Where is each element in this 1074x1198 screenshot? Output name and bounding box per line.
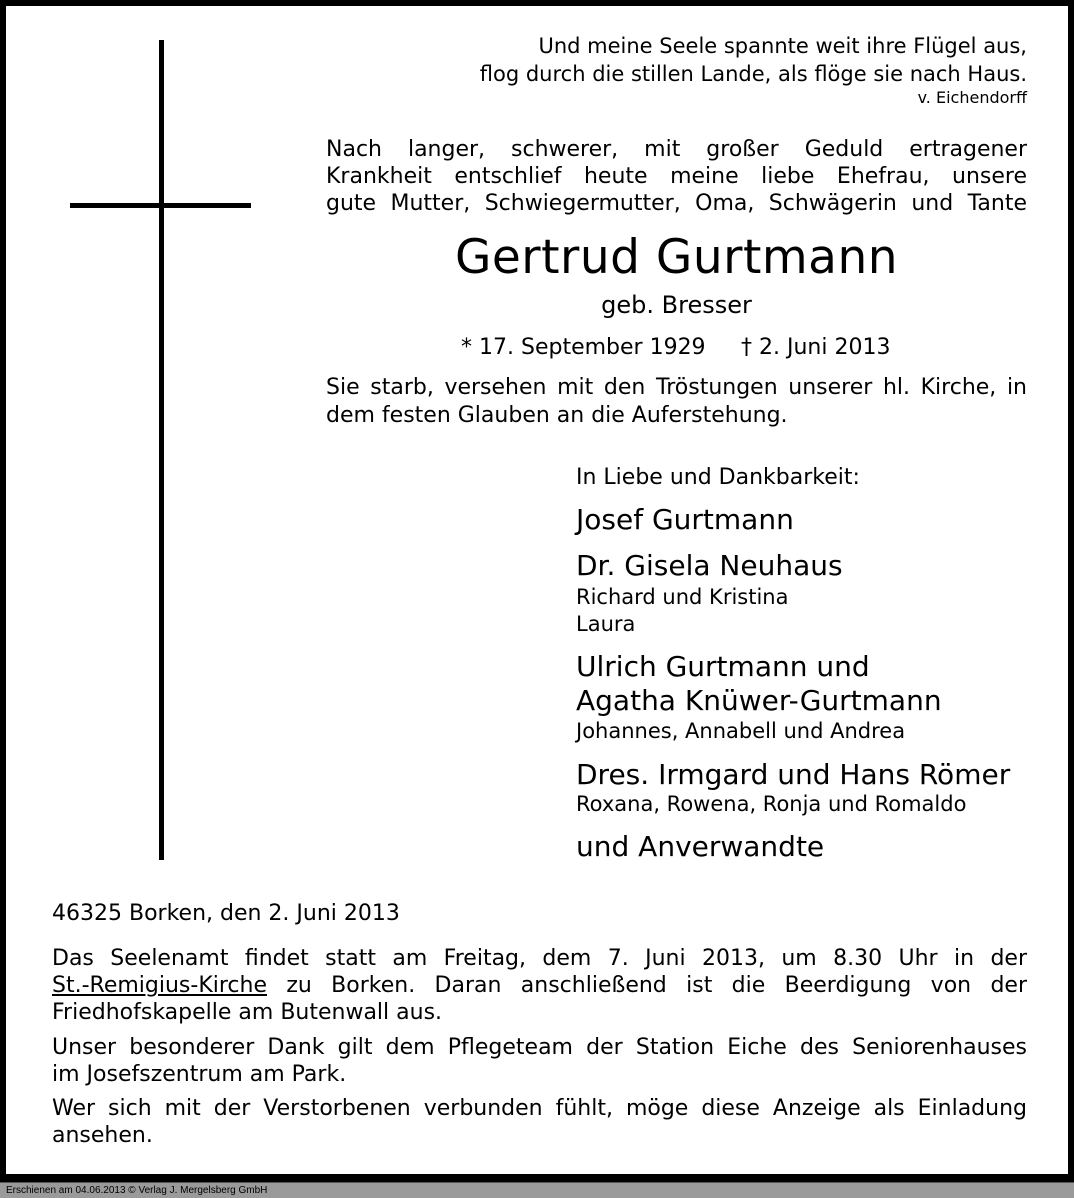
poem-quote xyxy=(380,32,1027,88)
invitation-line-1: Wer sich mit der Verstorbenen verbunden fühlt, möge diese Anzeige als Einladung xyxy=(52,1096,1027,1121)
mourners-intro: In Liebe und Dankbarkeit: xyxy=(576,465,860,490)
mourner-roemer: Dres. Irmgard und Hans Römer xyxy=(576,758,1011,791)
intro-line-1: Nach langer, schwerer, mit großer Geduld ertragener xyxy=(326,137,1027,162)
service-line-2 xyxy=(52,972,1027,999)
faith-text xyxy=(326,374,1027,430)
mourner-gisela-children: Richard und Kristina xyxy=(576,585,789,609)
mourner-josef: Josef Gurtmann xyxy=(576,503,794,536)
intro-line-3: gute Mutter, Schwiegermutter, Oma, Schwägerin und Tante xyxy=(326,191,1027,216)
faith-line-1: Sie starb, versehen mit den Tröstungen unserer hl. Kirche, in xyxy=(326,375,1027,400)
cross-icon-vertical xyxy=(159,40,164,860)
church-name: St.-Remigius-Kirche xyxy=(52,973,267,998)
thanks-line-2: im Josefszentrum am Park. xyxy=(52,1062,347,1087)
mourners-closing: und Anverwandte xyxy=(576,830,825,863)
faith-line-2: dem festen Glauben an die Auferstehung. xyxy=(326,403,788,428)
place-date: 46325 Borken, den 2. Juni 2013 xyxy=(52,901,400,926)
birth-date: * 17. September 1929 xyxy=(461,335,706,360)
service-line-2-rest: zu Borken. Daran anschließend ist die Beerdigung von der xyxy=(267,973,1027,998)
mourner-gisela: Dr. Gisela Neuhaus xyxy=(576,549,843,582)
poem-author: v. Eichendorff xyxy=(917,88,1027,107)
mourner-roemer-children: Roxana, Rowena, Ronja und Romaldo xyxy=(576,792,967,816)
mourner-ulrich-children: Johannes, Annabell und Andrea xyxy=(576,719,906,743)
mourner-gisela-grandchild: Laura xyxy=(576,612,636,636)
cross-icon-horizontal xyxy=(70,203,251,208)
service-line-3: Friedhofskapelle am Butenwall aus. xyxy=(52,1000,443,1025)
deceased-name: Gertrud Gurtmann xyxy=(454,230,899,285)
poem-line-1: Und meine Seele spannte weit ihre Flügel aus, xyxy=(538,34,1027,58)
maiden-name: geb. Bresser xyxy=(601,291,752,319)
thanks-line-1: Unser besonderer Dank gilt dem Pflegeteam der Station Eiche des Seniorenhauses xyxy=(52,1035,1027,1060)
service-line-1: Das Seelenamt findet statt am Freitag, dem 7. Juni 2013, um 8.30 Uhr in der xyxy=(52,946,1027,971)
service-info xyxy=(52,945,1027,1026)
death-date: † 2. Juni 2013 xyxy=(741,335,891,360)
thanks-info xyxy=(52,1034,1027,1088)
mourner-agatha: Agatha Knüwer-Gurtmann xyxy=(576,684,942,717)
poem-line-2: flog durch die stillen Lande, als flöge sie nach Haus. xyxy=(479,62,1027,86)
invitation-line-2: ansehen. xyxy=(52,1123,153,1148)
intro-text xyxy=(326,136,1027,217)
mourner-ulrich: Ulrich Gurtmann und xyxy=(576,650,870,683)
intro-line-2: Krankheit entschlief heute meine liebe Ehefrau, unsere xyxy=(326,164,1027,189)
invitation-info xyxy=(52,1095,1027,1149)
publication-footer: Erschienen am 04.06.2013 © Verlag J. Mergelsberg GmbH xyxy=(0,1182,1074,1198)
